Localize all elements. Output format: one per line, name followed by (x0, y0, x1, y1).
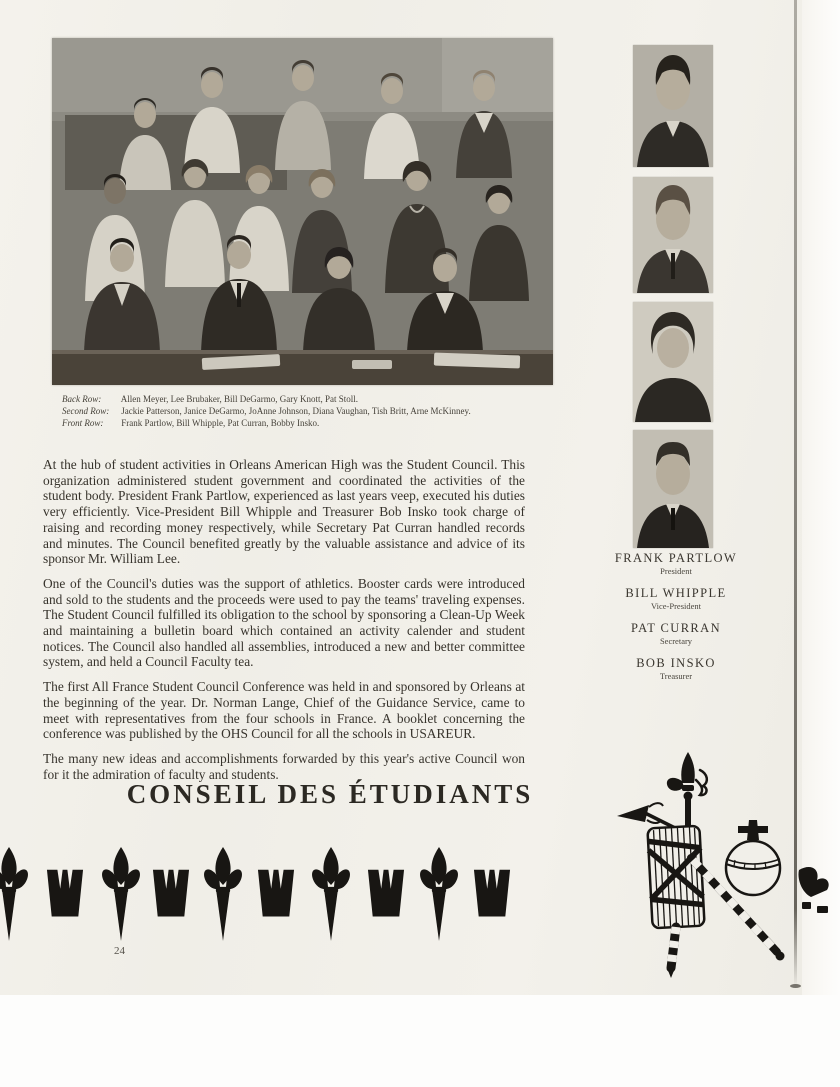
fleur-de-lis-icon (102, 846, 140, 941)
paragraph: One of the Council's duties was the support of athletics. Booster cards were introduced and sold to the students and the proceeds were used to pay the teams' traveling expenses. The Student Council fulfilled its obligation to the school by sponsoring a Clean-Up Week and maintaining a bulletin board which contained an activity calender and student notices. The Council also handled all assemblies, introduced a new and better committee system, and held a Council Faculty tea. (43, 575, 525, 670)
fleur-de-lis-icon (0, 846, 28, 941)
officer-title: Treasurer (659, 671, 693, 681)
fleur-de-lis-icon (204, 846, 242, 941)
facing-page-ornament-fragment (797, 862, 837, 922)
officer-title: Vice-President (651, 601, 701, 611)
crown-icon (367, 868, 405, 920)
crown-icon (257, 868, 295, 920)
officer-name: BOB INSKO (636, 656, 716, 670)
photo-caption (62, 393, 536, 429)
caption-row (62, 417, 536, 429)
paragraph: The many new ideas and accomplishments forwarded by this year's active Council won for it the admiration of faculty and students. (43, 750, 525, 782)
portrait-photo-2 (633, 177, 713, 293)
crown-icon (473, 868, 511, 920)
caption-label: Front Row: (62, 418, 104, 428)
fleur-de-lis-icon (312, 846, 350, 941)
portrait-photo-3 (633, 302, 713, 422)
officer-title: Secretary (659, 636, 693, 646)
crown-icon (152, 868, 190, 920)
paragraph: The first All France Student Council Conference was held in and sponsored by Orleans at the beginning of the year. Dr. Norman Lange, Chief of the Guidance Service, came to meet with representatives from the four schools in France. A booklet concerning the conference was published by the OHS Council for all the schools in USAREUR. (43, 679, 525, 742)
officer-name: PAT CURRAN (630, 621, 722, 635)
officer-entry (595, 551, 757, 577)
caption-names: Jackie Patterson, Janice DeGarmo, JoAnne Johnson, Diana Vaughan, Tish Britt, Arne McKinney. (121, 406, 471, 416)
page-edge-line (794, 0, 797, 988)
officer-title: President (660, 566, 692, 576)
page-number: 24 (114, 945, 125, 957)
article-body (43, 457, 525, 791)
page-edge-foot (790, 984, 801, 988)
caption-names: Frank Partlow, Bill Whipple, Pat Curran, Bobby Insko. (121, 418, 320, 428)
officers-list (595, 551, 757, 691)
paragraph: At the hub of student activities in Orleans American High was the Student Council. This organization administered student government and coordinated the activities of the student body. President Frank Partlow, experienced as last years veep, executed his duties very efficiently. Vice-President Bill Whipple and Treasurer Bob Insko took charge of raising and recording money respectively, while Secretary Pat Curran handled records and minutes. The Council benefited greatly by the valuable assistance and advice of its sponsor Mr. William Lee. (43, 457, 525, 567)
fleur-de-lis-icon (420, 846, 458, 941)
student-council-group-photo (52, 38, 553, 385)
caption-label: Second Row: (62, 406, 110, 416)
officer-entry (595, 656, 757, 682)
portrait-photo-1 (633, 45, 713, 167)
officer-entry (595, 621, 757, 647)
caption-names: Allen Meyer, Lee Brubaker, Bill DeGarmo, Gary Knott, Pat Stoll. (120, 394, 358, 404)
crown-icon (46, 868, 84, 920)
caption-row (62, 393, 536, 405)
officer-name: FRANK PARTLOW (614, 551, 738, 565)
paper-edge-margin (802, 0, 840, 995)
officer-name: BILL WHIPPLE (625, 586, 727, 600)
officer-entry (595, 586, 757, 612)
fasces-scepter-orb-icon (605, 750, 800, 990)
caption-row (62, 405, 536, 417)
page-title: CONSEIL DES ÉTUDIANTS (126, 779, 534, 809)
caption-label: Back Row: (62, 394, 102, 404)
portrait-photo-4 (633, 430, 713, 548)
